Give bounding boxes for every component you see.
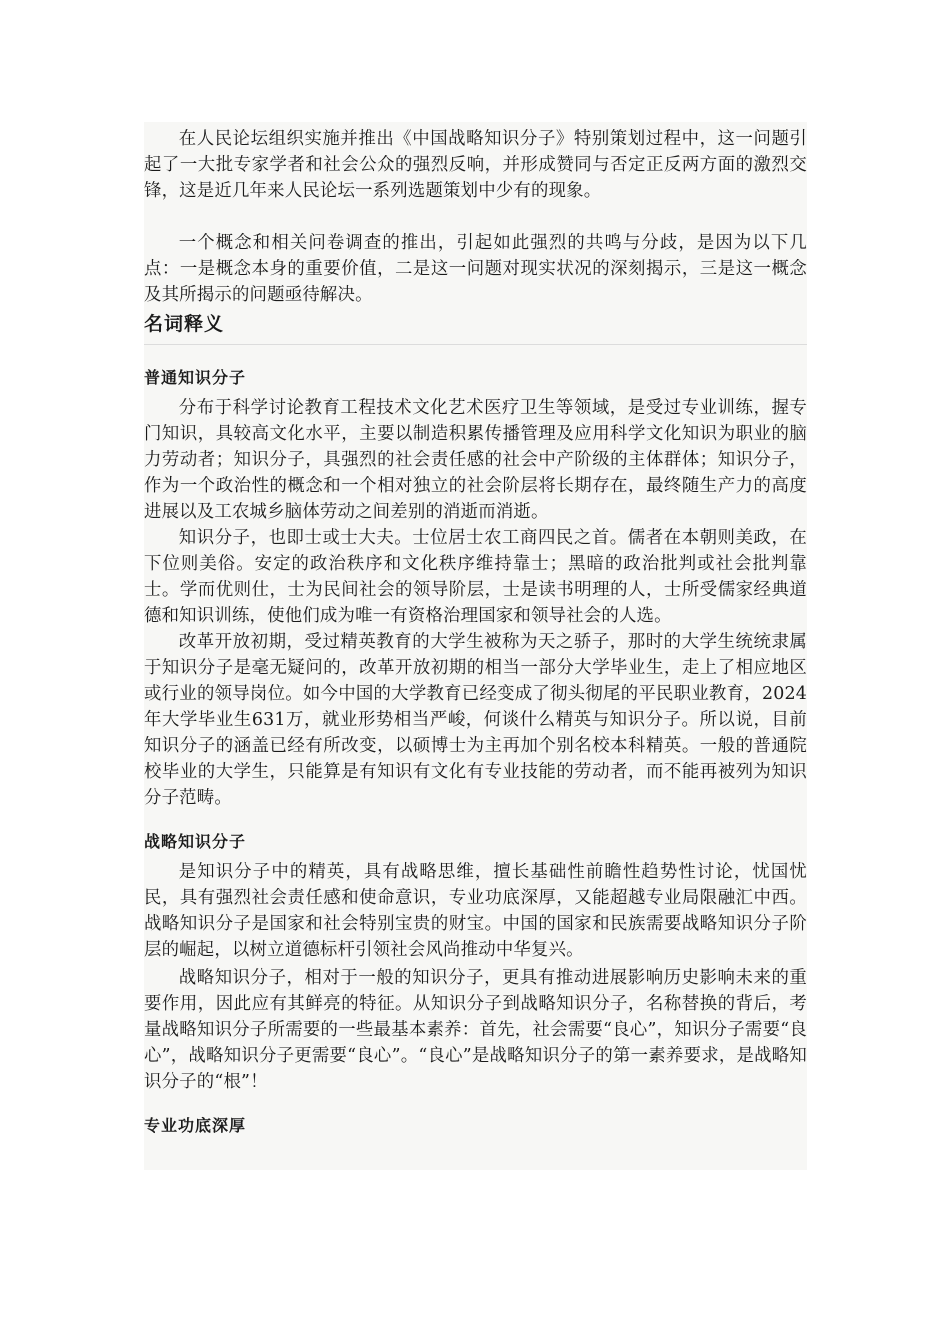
strategic-paragraph-1: 是知识分子中的精英，具有战略思维，擅长基础性前瞻性趋势性讨论，忧国忧民，具有强烈社会责任感和使命意识，专业功底深厚，又能超越专业局限融汇中西。战略知识分子是国家和社会特别宝贵的财宝。中国的国家和民族需要战略知识分子阶层的崛起，以树立道德标杆引领社会风尚推动中华复兴。 bbox=[144, 862, 807, 960]
intro-paragraph-1: 在人民论坛组织实施并推出《中国战略知识分子》特别策划过程中，这一问题引起了一大批专家学者和社会公众的强烈反响，并形成赞同与否定正反两方面的激烈交锋，这是近几年来人民论坛一系列选题策划中少有的现象。 bbox=[144, 129, 807, 201]
strategic-paragraph-2: 战略知识分子，相对于一般的知识分子，更具有推动进展影响历史影响未来的重要作用，因此应有其鲜亮的特征。从知识分子到战略知识分子，名称替换的背后，考量战略知识分子所需要的一些最基本素养：首先，社会需要“良心”，知识分子需要“良心”，战略知识分子更需要“良心”。“良心”是战略知识分子的第一素养要求，是战略知识分子的“根”！ bbox=[144, 968, 807, 1092]
paragraph-gap bbox=[144, 204, 807, 230]
heading-ordinary-intellectuals: 普通知识分子 bbox=[144, 368, 247, 387]
ordinary-paragraph-2: 知识分子，也即士或士大夫。士位居士农工商四民之首。儒者在本朝则美政，在下位则美俗。安定的政治秩序和文化秩序维持靠士；黑暗的政治批判或社会批判靠士。学而优则仕，士为民间社会的领导阶层，士是读书明理的人，士所受儒家经典道德和知识训练，使他们成为唯一有资格治理国家和领导社会的人选。 bbox=[144, 528, 807, 626]
section-title: 名词释义 bbox=[144, 308, 807, 345]
intro-paragraph-2: 一个概念和相关问卷调查的推出，引起如此强烈的共鸣与分歧，是因为以下几点：一是概念本身的重要价值，二是这一问题对现实状况的深刻揭示，三是这一概念及其所揭示的问题亟待解决。 bbox=[144, 233, 807, 305]
heading-professional-foundation: 专业功底深厚 bbox=[144, 1116, 247, 1135]
ordinary-paragraph-1: 分布于科学讨论教育工程技术文化艺术医疗卫生等领域，是受过专业训练，握专门知识，具较高文化水平，主要以制造积累传播管理及应用科学文化知识为职业的脑力劳动者；知识分子，具强烈的社会责任感的社会中产阶级的主体群体；知识分子，作为一个政治性的概念和一个相对独立的社会阶层将长期存在，最终随生产力的高度进展以及工农城乡脑体劳动之间差别的消逝而消逝。 bbox=[144, 398, 807, 522]
heading-strategic-intellectuals: 战略知识分子 bbox=[144, 832, 247, 851]
ordinary-paragraph-3: 改革开放初期，受过精英教育的大学生被称为天之骄子，那时的大学生统统隶属于知识分子是毫无疑问的，改革开放初期的相当一部分大学毕业生，走上了相应地区或行业的领导岗位。如今中国的大学教育已经变成了彻头彻尾的平民职业教育，2024年大学毕业生631万，就业形势相当严峻，何谈什么精英与知识分子。所以说，目前知识分子的涵盖已经有所改变，以硕博士为主再加个别名校本科精英。一般的普通院校毕业的大学生，只能算是有知识有文化有专业技能的劳动者，而不能再被列为知识分子范畴。 bbox=[144, 632, 807, 808]
document-content bbox=[144, 122, 807, 1170]
